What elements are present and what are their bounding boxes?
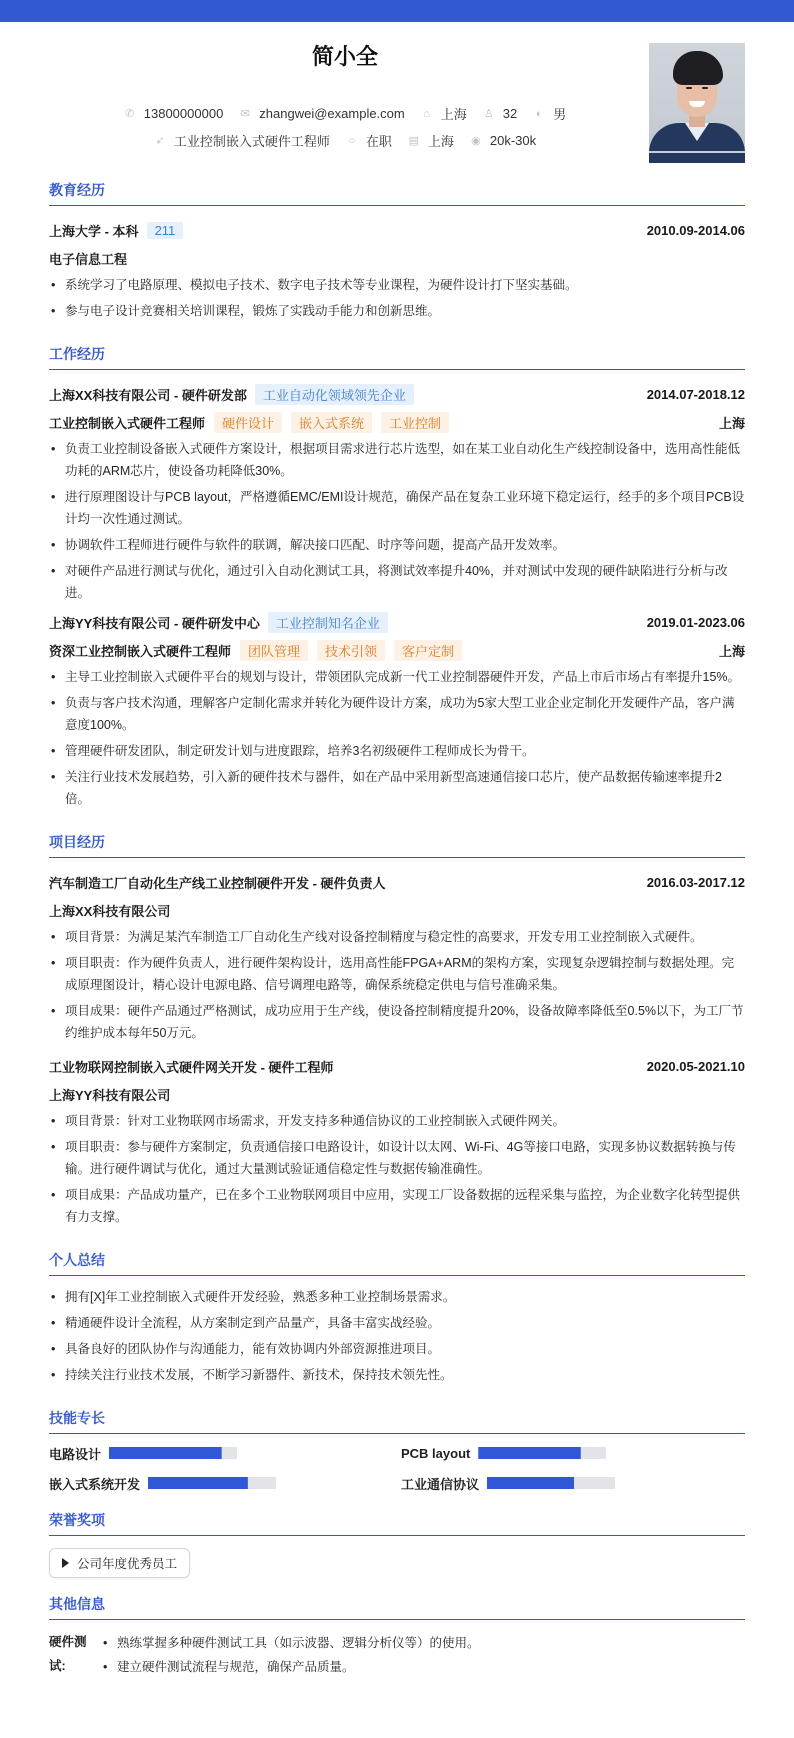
role-tag: 硬件设计 (214, 412, 282, 433)
skills-grid (49, 1444, 745, 1492)
skill-bar (478, 1447, 606, 1459)
list-item: • 具备良好的团队协作与沟通能力，能有效协调内外部资源推进项目。 (49, 1338, 745, 1360)
avatar-photo (649, 43, 745, 163)
projects-section (49, 832, 745, 1228)
play-triangle-icon (62, 1558, 69, 1568)
gender-icon: ◐ (535, 107, 543, 120)
gender-value: 男 (553, 107, 567, 122)
company-tag: 工业控制知名企业 (268, 612, 388, 633)
section-title: 其他信息 (49, 1594, 745, 1620)
gender-info (533, 104, 566, 123)
send-icon: ➶ (155, 134, 165, 147)
work-bullets (49, 666, 745, 810)
work-company-row (49, 380, 745, 408)
project-bullets (49, 926, 745, 1044)
list-item: • 负责工业控制设备嵌入式硬件方案设计，根据项目需求进行芯片选型，如在某工业自动化生产线控制设备中，选用高性能低功耗的ARM芯片，使设备功耗降低30%。 (49, 438, 745, 482)
job-intent-row (49, 131, 641, 150)
award-item[interactable] (49, 1548, 190, 1578)
other-info-item (49, 1630, 745, 1680)
work-location: 上海 (718, 415, 745, 431)
work-bullets (49, 438, 745, 604)
phone-icon: ✆ (125, 107, 135, 120)
skill-name: 嵌入式系统开发 (49, 1476, 141, 1492)
project-date: 2020.05-2021.10 (646, 1058, 745, 1074)
skill-item (401, 1474, 745, 1492)
skill-item (49, 1474, 401, 1492)
role-tag: 团队管理 (240, 640, 308, 661)
project-bullets (49, 1110, 745, 1228)
project-header-row (49, 868, 745, 896)
candidate-name: 简小全 (311, 44, 378, 69)
residence-city: 上海 (440, 107, 467, 122)
list-item: • 持续关注行业技术发展，不断学习新器件、新技术，保持技术领先性。 (49, 1364, 745, 1386)
list-item: • 项目职责：参与硬件方案制定，负责通信接口电路设计，如设计以太网、Wi-Fi、4G等接口电路，实现多协议数据转换与传输。进行硬件调试与优化，通过大量测试验证通信稳定性与数据传输准确性。 (49, 1136, 745, 1180)
job-status: 在职 (365, 134, 392, 149)
list-item: • 参与电子设计竞赛相关培训课程，锻炼了实践动手能力和创新思维。 (49, 300, 745, 322)
email-address: zhangwei@example.com (259, 106, 405, 121)
project-item (49, 1052, 745, 1228)
target-city: 上海 (427, 134, 454, 149)
salary-info (470, 133, 536, 148)
role-tag: 工业控制 (381, 412, 449, 433)
building-icon: ▤ (408, 134, 420, 147)
target-city-info (408, 131, 454, 150)
list-item: • 项目成果：硬件产品通过严格测试，成功应用于生产线，使设备控制精度提升20%，设备故障率降低至0.5%以下，为工厂节约维护成本每年50万元。 (49, 1000, 745, 1044)
project-date: 2016.03-2017.12 (646, 874, 745, 890)
top-accent-bar (0, 0, 794, 22)
summary-section (49, 1250, 745, 1386)
company-tag: 工业自动化领域领先企业 (255, 384, 414, 405)
list-item: • 对硬件产品进行测试与优化，通过引入自动化测试工具，将测试效率提升40%，并对测试中发现的硬件缺陷进行分析与改进。 (49, 560, 745, 604)
list-item: • 协调软件工程师进行硬件与软件的联调，解决接口匹配、时序等问题，提高产品开发效率。 (49, 534, 745, 556)
award-name: 公司年度优秀员工 (77, 1557, 178, 1571)
section-title: 荣誉奖项 (49, 1510, 745, 1536)
work-date: 2019.01-2023.06 (646, 614, 745, 630)
list-item: • 主导工业控制嵌入式硬件平台的规划与设计，带领团队完成新一代工业控制器硬件开发，产品上市后市场占有率提升15%。 (49, 666, 745, 688)
project-header-row (49, 1052, 745, 1080)
role-title: 资深工业控制嵌入式硬件工程师 (49, 643, 232, 659)
skill-bar-fill (148, 1477, 248, 1489)
skill-bar (148, 1477, 276, 1489)
other-info-label: 硬件测试: (49, 1635, 87, 1673)
target-position: 工业控制嵌入式硬件工程师 (173, 134, 330, 149)
work-role-row (49, 636, 745, 664)
education-bullets (49, 274, 745, 322)
work-date: 2014.07-2018.12 (646, 386, 745, 402)
role-tag: 技术引领 (317, 640, 385, 661)
section-title: 个人总结 (49, 1250, 745, 1276)
contact-row (49, 104, 641, 123)
section-title: 教育经历 (49, 180, 745, 206)
list-item: • 进行原理图设计与PCB layout，严格遵循EMC/EMI设计规范，确保产品在复杂工业环境下稳定运行，经手的多个项目PCB设计均一次性通过测试。 (49, 486, 745, 530)
list-item: • 关注行业技术发展趋势，引入新的硬件技术与器件，如在产品中采用新型高速通信接口芯片，使产品数据传输速率提升2倍。 (49, 766, 745, 810)
section-title: 技能专长 (49, 1408, 745, 1434)
target-position-info (154, 131, 330, 150)
role-tag: 嵌入式系统 (291, 412, 372, 433)
skill-bar-fill (478, 1447, 580, 1459)
skill-name: 电路设计 (49, 1446, 102, 1462)
home-icon: ⌂ (423, 107, 431, 120)
age-info (483, 106, 517, 121)
work-section (49, 344, 745, 810)
salary-icon: ◉ (471, 134, 481, 147)
skill-item (49, 1444, 401, 1462)
education-header-row (49, 216, 745, 244)
resume-header (49, 22, 745, 180)
status-icon: ○ (348, 134, 356, 147)
education-section (49, 180, 745, 322)
project-name: 汽车制造工厂自动化生产线工业控制硬件开发 - 硬件负责人 (49, 875, 386, 891)
project-item (49, 868, 745, 1044)
resume-page (0, 22, 794, 1700)
company-name: 上海YY科技有限公司 - 硬件研发中心 (49, 615, 260, 631)
company-name: 上海XX科技有限公司 - 硬件研发部 (49, 387, 247, 403)
list-item: • 熟练掌握多种硬件测试工具（如示波器、逻辑分析仪等）的使用。 (101, 1632, 480, 1654)
role-tag: 客户定制 (394, 640, 462, 661)
skill-bar (487, 1477, 615, 1489)
work-location: 上海 (718, 643, 745, 659)
section-title: 项目经历 (49, 832, 745, 858)
expected-salary: 20k-30k (489, 133, 537, 148)
list-item: • 项目背景：针对工业物联网市场需求，开发支持多种通信协议的工业控制嵌入式硬件网关。 (49, 1110, 745, 1132)
email-info (239, 106, 404, 121)
list-item: • 项目职责：作为硬件负责人，进行硬件架构设计，选用高性能FPGA+ARM的架构方案，实现复杂逻辑控制与数据处理。完成原理图设计，精心设计电源电路、信号调理电路等，确保系统稳定供电与信号准确采集。 (49, 952, 745, 996)
other-info-section (49, 1594, 745, 1680)
major: 电子信息工程 (49, 251, 128, 267)
list-item: • 项目背景：为满足某汽车制造工厂自动化生产线对设备控制精度与稳定性的高要求，开发专用工业控制嵌入式硬件。 (49, 926, 745, 948)
skill-name: 工业通信协议 (401, 1476, 480, 1492)
list-item: • 拥有[X]年工业控制嵌入式硬件开发经验，熟悉多种工业控制场景需求。 (49, 1286, 745, 1308)
work-company-row (49, 608, 745, 636)
summary-bullets (49, 1286, 745, 1386)
project-name: 工业物联网控制嵌入式硬件网关开发 - 硬件工程师 (49, 1059, 334, 1075)
awards-section (49, 1510, 745, 1578)
list-item: • 管理硬件研发团队，制定研发计划与进度跟踪，培养3名初级硬件工程师成长为骨干。 (49, 740, 745, 762)
residence-info (421, 104, 467, 123)
skill-item (401, 1444, 745, 1462)
section-title: 工作经历 (49, 344, 745, 370)
list-item: • 建立硬件测试流程与规范，确保产品质量。 (101, 1656, 480, 1678)
other-info-bullets (101, 1632, 480, 1680)
mail-icon: ✉ (240, 107, 250, 120)
project-company: 上海XX科技有限公司 (49, 903, 171, 919)
education-date: 2010.09-2014.06 (646, 222, 745, 238)
skills-section (49, 1408, 745, 1492)
work-item (49, 608, 745, 810)
list-item: • 系统学习了电路原理、模拟电子技术、数字电子技术等专业课程，为硬件设计打下坚实基础。 (49, 274, 745, 296)
skill-bar-fill (487, 1477, 574, 1489)
project-company: 上海YY科技有限公司 (49, 1087, 171, 1103)
school-tag: 211 (147, 222, 184, 239)
skill-name: PCB layout (401, 1445, 471, 1461)
age-value: 32 (502, 106, 518, 121)
list-item: • 精通硬件设计全流程，从方案制定到产品量产，具备丰富实战经验。 (49, 1312, 745, 1334)
work-item (49, 380, 745, 604)
phone-info (124, 106, 224, 121)
job-status-info (346, 131, 392, 150)
age-icon: ♙ (483, 107, 494, 120)
role-title: 工业控制嵌入式硬件工程师 (49, 415, 206, 431)
skill-bar (109, 1447, 237, 1459)
list-item: • 负责与客户技术沟通，理解客户定制化需求并转化为硬件设计方案，成功为5家大型工业企业定制化开发硬件产品，客户满意度100%。 (49, 692, 745, 736)
school-name: 上海大学 - 本科 (49, 223, 139, 239)
list-item: • 项目成果：产品成功量产，已在多个工业物联网项目中应用，实现工厂设备数据的远程采集与监控，为企业数字化转型提供有力支撑。 (49, 1184, 745, 1228)
work-role-row (49, 408, 745, 436)
phone-number: 13800000000 (143, 106, 224, 121)
skill-bar-fill (109, 1447, 222, 1459)
